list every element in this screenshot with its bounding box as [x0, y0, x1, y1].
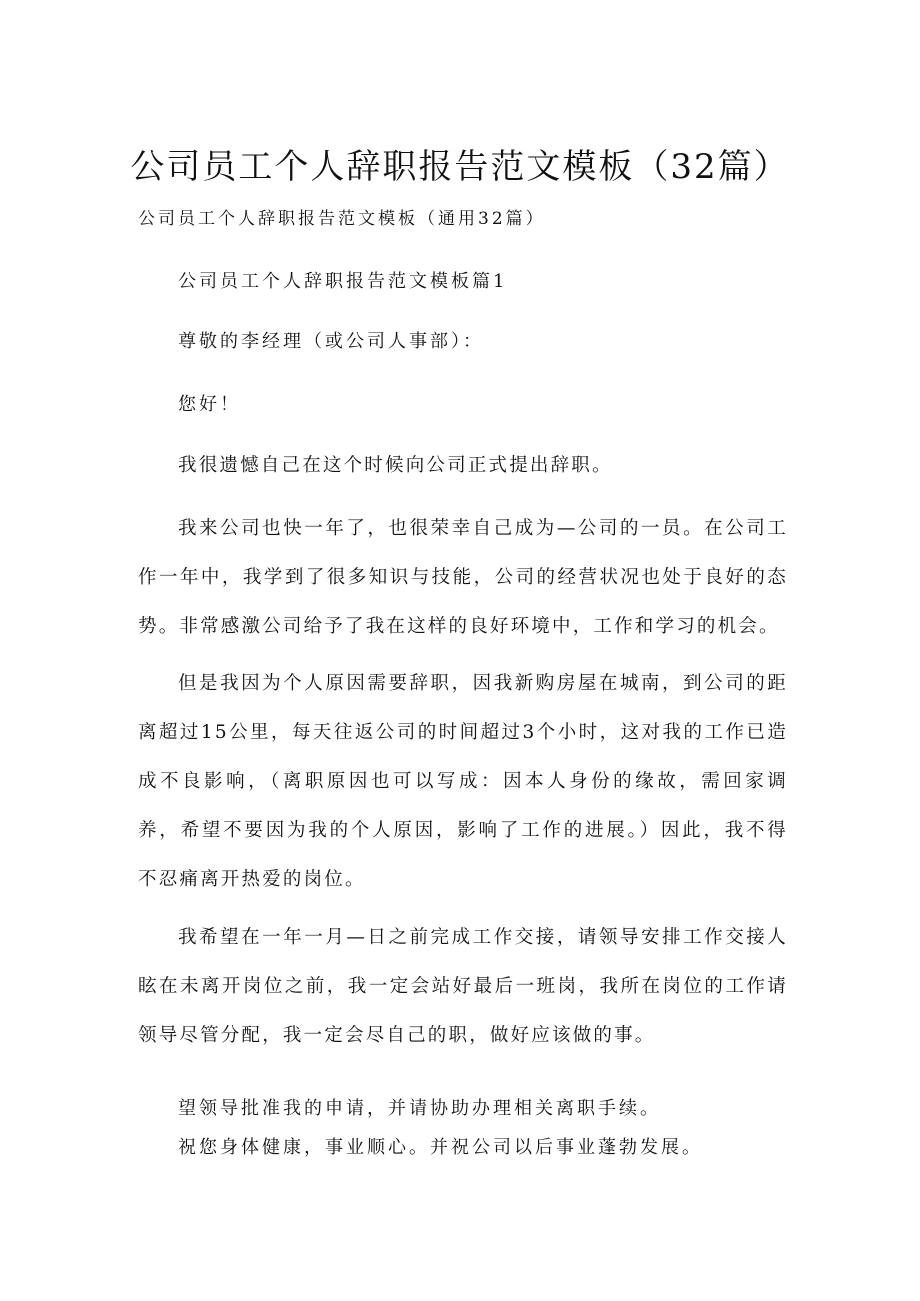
greeting: 您好！: [178, 394, 241, 415]
document-subtitle: 公司员工个人辞职报告范文模板（通用32篇）: [138, 209, 546, 229]
closing-wishes: 祝您身体健康，事业顺心。并祝公司以后事业蓬勃发展。: [178, 1137, 703, 1158]
section-heading: 公司员工个人辞职报告范文模板篇1: [178, 271, 508, 292]
body-paragraph-1: 我很遗憾自己在这个时候向公司正式提出辞职。: [178, 455, 613, 476]
document-title: 公司员工个人辞职报告范文模板（32篇）: [130, 147, 790, 187]
closing-request: 望领导批准我的申请，并请协助办理相关离职手续。: [178, 1098, 661, 1119]
salutation: 尊敬的李经理（或公司人事部）：: [178, 331, 484, 352]
body-paragraph-4: 我希望在一年一月—日之前完成工作交接，请领导安排工作交接人眩在未离开岗位之前，我一定会站好最后一班岗，我所在岗位的工作请领导尽管分配，我一定会尽自己的职，做好应该做的事。: [138, 927, 788, 1046]
body-paragraph-2: 我来公司也快一年了，也很荣幸自己成为—公司的一员。在公司工作一年中，我学到了很多知识与技能，公司的经营状况也处于良好的态势。非常感激公司给予了我在这样的良好环境中，工作和学习的机会。: [138, 518, 788, 637]
body-paragraph-3: 但是我因为个人原因需要辞职，因我新购房屋在城南，到公司的距离超过15公里，每天往返公司的时间超过3个小时，这对我的工作已造成不良影响，（离职原因也可以写成：因本人身份的缘故，需回家调养，希望不要因为我的个人原因，影响了工作的进展。）因此，我不得不忍痛离开热爱的岗位。: [138, 673, 788, 890]
